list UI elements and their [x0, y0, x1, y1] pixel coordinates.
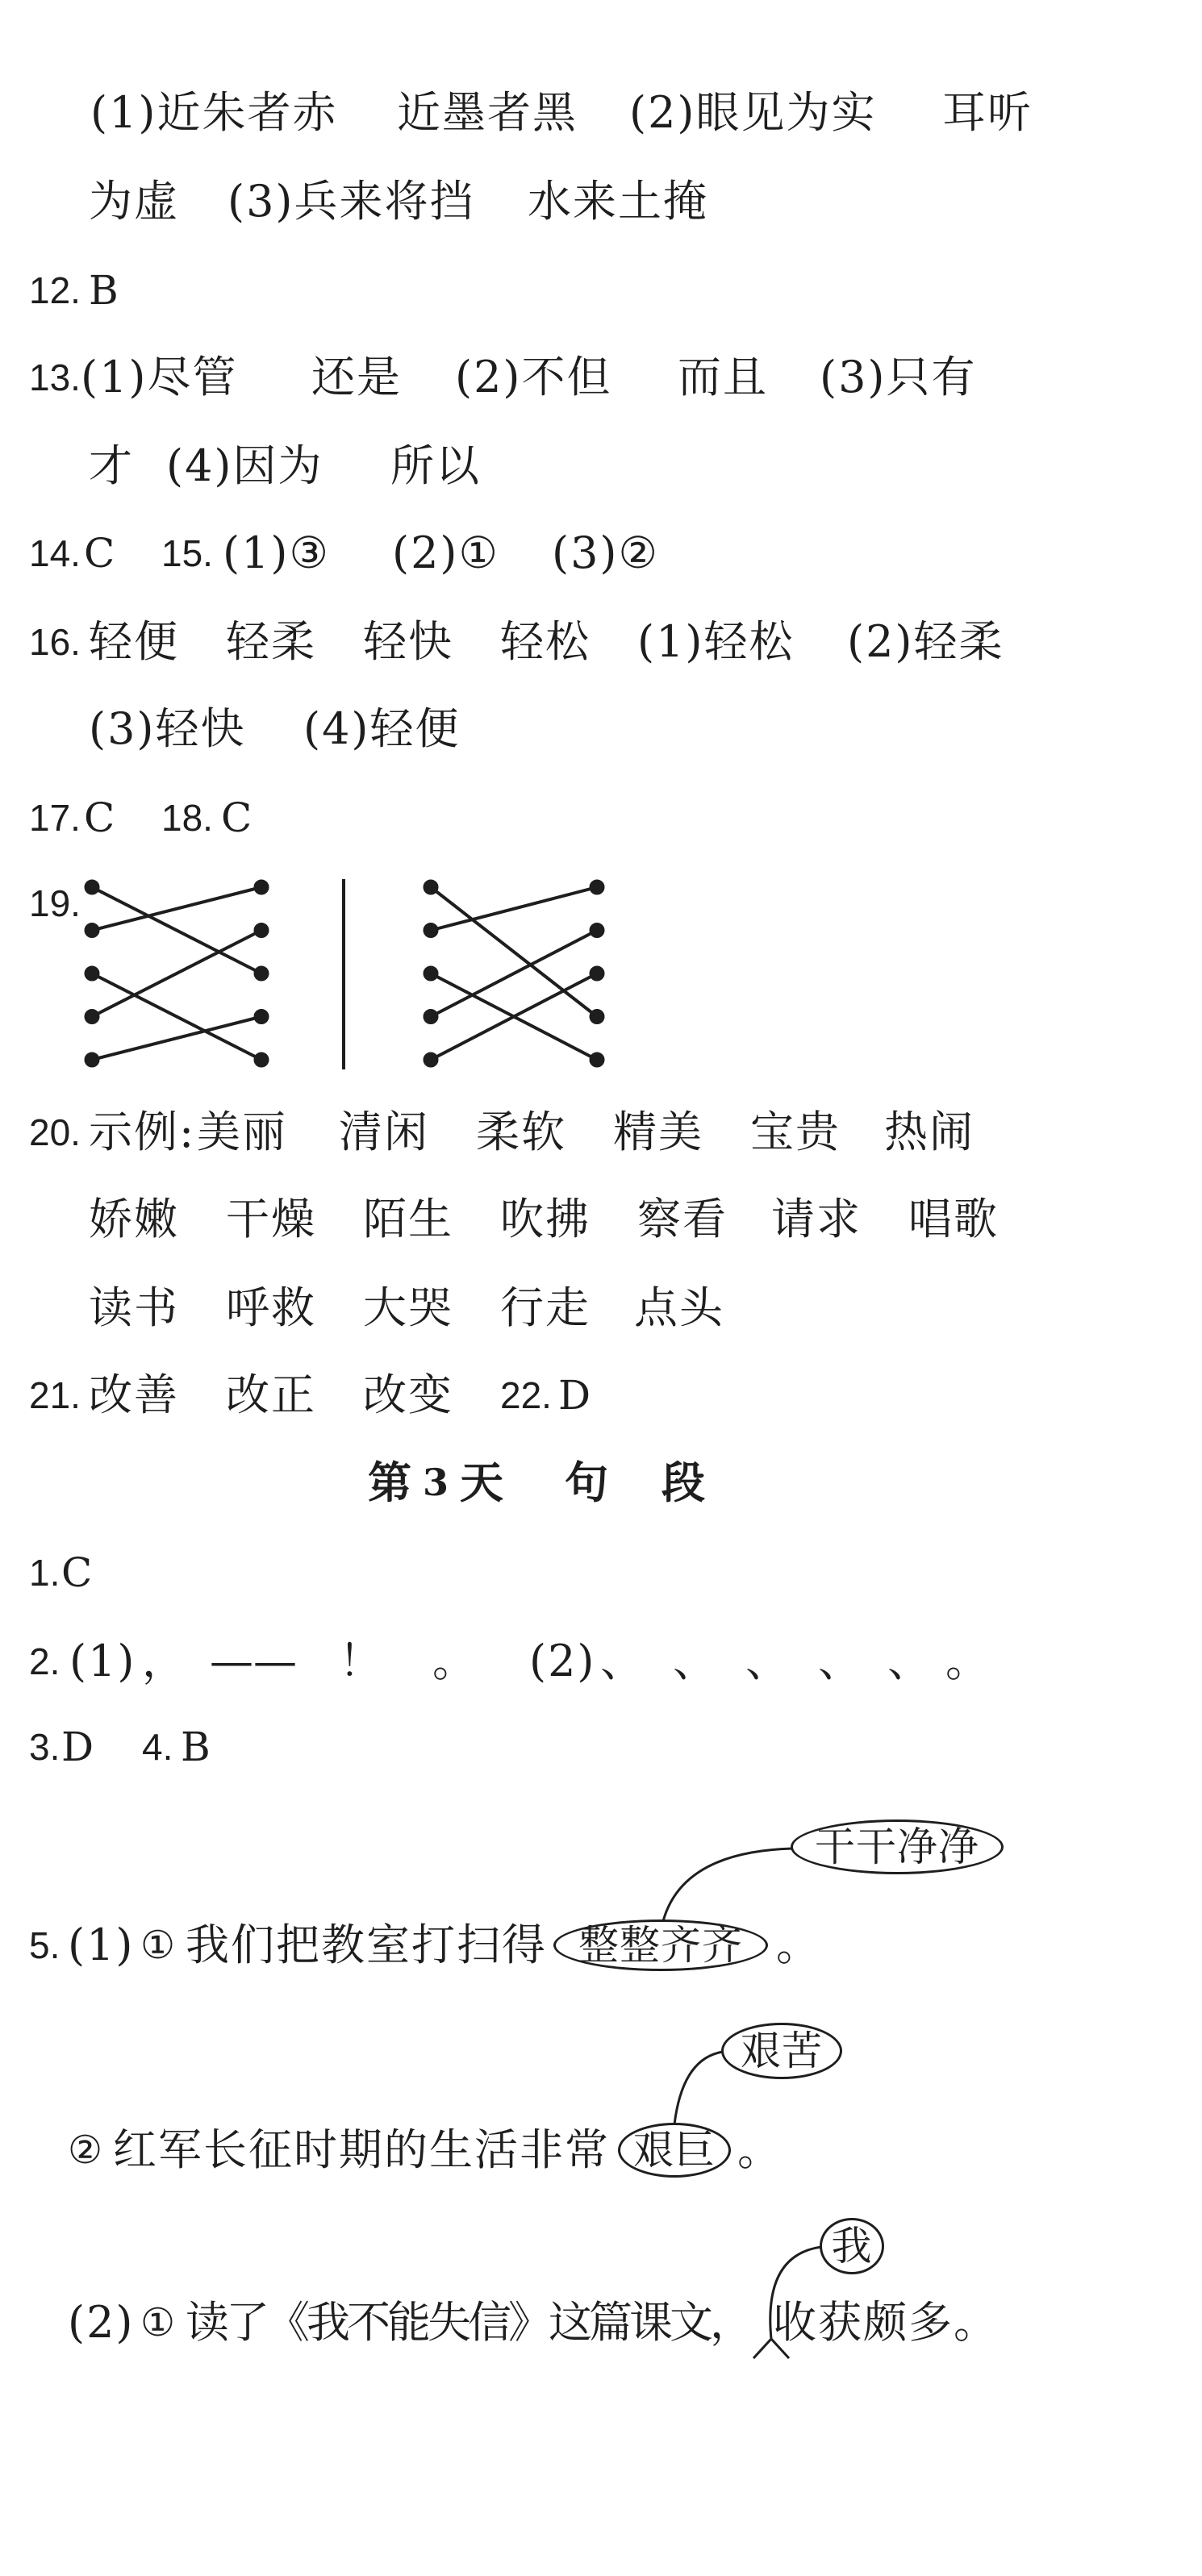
answer-choice: D: [61, 1724, 94, 1770]
answer-word: 宝贵: [750, 1107, 841, 1157]
punctuation-mark: 、: [745, 1636, 791, 1686]
matching-link: [431, 931, 597, 1017]
matching-dot-left: [424, 1010, 438, 1024]
answer-word: (1)轻松: [637, 616, 795, 667]
sentence-text: 红军长征时期的生活非常: [113, 2124, 610, 2175]
punctuation-mark: ——: [210, 1636, 297, 1686]
answer-choice: D: [558, 1372, 591, 1419]
inserted-word: 我: [820, 2218, 884, 2274]
answer-word: 行走: [500, 1282, 591, 1333]
q19-line: [0, 875, 1202, 932]
matching-dot-right: [590, 1052, 604, 1067]
answer-word: 所以: [390, 440, 481, 491]
answer-word: (3)只有: [820, 352, 977, 402]
answer-part: (2)①: [392, 527, 499, 578]
answer-word: 唱歌: [908, 1194, 999, 1244]
answer-word: 大哭: [363, 1282, 453, 1333]
question-number: 2.: [29, 1640, 61, 1682]
answer-word: 清闲: [339, 1107, 429, 1157]
question-number: 1.: [29, 1552, 61, 1594]
question-number: 21.: [29, 1374, 81, 1416]
answer-word: (4)因为: [166, 440, 323, 491]
s1-line: [0, 1544, 1202, 1601]
matching-link: [431, 973, 597, 1060]
answer-choice: C: [221, 794, 253, 841]
matching-dot-left: [85, 966, 99, 981]
punctuation-mark: 、: [600, 1636, 645, 1686]
question-number: 14.: [29, 532, 81, 574]
answer-choice: C: [61, 1549, 93, 1596]
q11-line-2: [0, 173, 1202, 230]
s5-line-2: [0, 2122, 1202, 2178]
answer-choice: C: [84, 794, 115, 841]
answer-word: 吹拂: [500, 1194, 591, 1244]
q16-line-1: [0, 614, 1202, 670]
answer-phrase: 耳听: [942, 87, 1033, 138]
answer-word: (2)不但: [455, 352, 612, 402]
question-number: 17.: [29, 797, 81, 839]
sentence-end: 。: [737, 2124, 783, 2175]
item-marker: ①: [140, 2300, 176, 2345]
answer-word: 请求: [771, 1194, 862, 1244]
matching-dot-right: [590, 966, 604, 981]
matching-dot-right: [590, 1010, 604, 1024]
answer-word: 精美: [613, 1107, 703, 1157]
answer-phrase: (1)近朱者赤: [90, 87, 338, 138]
answer-word: 轻柔: [226, 616, 316, 667]
answer-word: (4)轻便: [303, 703, 461, 754]
answer-part: (1)③: [223, 527, 330, 578]
answer-word: 而且: [678, 352, 768, 402]
question-number: 5.: [29, 1924, 61, 1966]
section-heading: [0, 1454, 1202, 1511]
answer-word: 改善: [89, 1369, 179, 1420]
s5-line-3: [0, 2295, 1202, 2351]
answer-phrase: (2)眼见为实: [629, 87, 877, 138]
answer-word: 轻便: [89, 616, 179, 667]
answer-part: (3)②: [552, 527, 659, 578]
question-number: 20.: [29, 1111, 81, 1153]
answer-choice: B: [181, 1724, 211, 1770]
sentence-text: 读了《我不能失信》这篇课文，: [186, 2297, 750, 2348]
q13-line-1: [0, 349, 1202, 406]
question-number: 18.: [161, 797, 213, 839]
question-number: 16.: [29, 621, 81, 663]
answer-word: 娇嫩: [89, 1194, 179, 1244]
part-label: (2): [529, 1636, 596, 1686]
answer-word: 察看: [637, 1194, 728, 1244]
punctuation-mark: 。: [432, 1636, 478, 1686]
matching-dot-right: [254, 966, 269, 981]
heading-topic: 段: [662, 1457, 707, 1508]
answer-word: 轻快: [363, 616, 453, 667]
sentence-end: 。: [776, 1919, 821, 1970]
answer-word: 陌生: [363, 1194, 453, 1244]
circled-word: 艰巨: [618, 2123, 731, 2178]
correction-word: 艰苦: [721, 2023, 842, 2079]
answer-word: 还是: [311, 352, 402, 402]
matching-dot-right: [254, 1052, 269, 1067]
heading-topic: 句: [565, 1457, 610, 1508]
matching-dot-left: [424, 1052, 438, 1067]
answer-phrase: 水来土掩: [528, 176, 708, 227]
heading-prefix: 第: [368, 1457, 413, 1508]
q20-line-1: [0, 1104, 1202, 1161]
matching-link: [92, 1017, 261, 1061]
q14-q15-line: [0, 525, 1202, 581]
heading-day-number: 3: [423, 1461, 451, 1504]
punctuation-mark: 、: [887, 1636, 933, 1686]
q11-line-1: [0, 85, 1202, 141]
correction-connector: [663, 1849, 792, 1921]
answer-word: 柔软: [476, 1107, 566, 1157]
matching-link: [92, 931, 261, 1017]
punctuation-mark: 、: [818, 1636, 863, 1686]
correction-connector: [674, 2052, 723, 2124]
matching-dot-left: [85, 1052, 99, 1067]
answer-choice: B: [89, 267, 119, 314]
punctuation-mark: ！: [339, 1636, 384, 1686]
answer-word: 热闹: [884, 1107, 975, 1157]
question-number: 15.: [161, 532, 213, 574]
question-number: 22.: [500, 1374, 552, 1416]
part-label: (1): [68, 1919, 135, 1970]
question-number: 12.: [29, 269, 81, 311]
sentence-text: 收获颇多。: [773, 2297, 999, 2348]
answer-phrase: 近墨者黑: [397, 87, 578, 138]
matching-link: [92, 973, 261, 1060]
example-prefix: 示例:: [89, 1107, 196, 1157]
question-number: 4.: [142, 1726, 173, 1768]
answer-word: 点头: [634, 1282, 724, 1333]
sentence-text: 我们把教室打扫得: [186, 1919, 547, 1970]
item-marker: ②: [68, 2128, 103, 2173]
s3-s4-line: [0, 1719, 1202, 1775]
matching-dot-right: [254, 1010, 269, 1024]
question-number: 13.: [29, 356, 81, 398]
punctuation-mark: ，: [142, 1636, 187, 1686]
answer-word: (2)轻柔: [847, 616, 1004, 667]
answer-word: 干燥: [226, 1194, 316, 1244]
answer-word: 改变: [363, 1369, 453, 1420]
heading-suffix: 天: [460, 1457, 505, 1508]
q17-q18-line: [0, 790, 1202, 846]
correction-word: 干干净净: [791, 1819, 1004, 1874]
q20-line-2: [0, 1191, 1202, 1248]
answer-word: (1)尽管: [81, 352, 238, 402]
q20-line-3: [0, 1280, 1202, 1336]
answer-choice: C: [84, 530, 115, 577]
punctuation-mark: 、: [673, 1636, 718, 1686]
answer-phrase: 为虚: [89, 176, 179, 227]
answer-word: 才: [89, 440, 134, 491]
item-marker: ①: [140, 1923, 176, 1968]
question-number: 3.: [29, 1726, 61, 1768]
q21-q22-line: [0, 1367, 1202, 1423]
part-label: (2): [68, 2297, 135, 2348]
answer-phrase: (3)兵来将挡: [227, 176, 475, 227]
circled-word: 整整齐齐: [553, 1919, 768, 1971]
punctuation-mark: 。: [945, 1636, 991, 1686]
part-label: (1): [69, 1636, 136, 1686]
answer-word: (3)轻快: [89, 703, 246, 754]
q16-line-2: [0, 701, 1202, 757]
q12-line: [0, 262, 1202, 319]
question-number: 19.: [29, 882, 81, 924]
s2-line: [0, 1633, 1202, 1690]
matching-dot-left: [424, 966, 438, 981]
answer-word: 轻松: [500, 616, 591, 667]
matching-dot-left: [85, 1010, 99, 1024]
answer-word: 改正: [226, 1369, 316, 1420]
answer-word: 美丽: [197, 1107, 287, 1157]
answer-word: 读书: [89, 1282, 179, 1333]
matching-link: [431, 973, 597, 1060]
answer-word: 呼救: [226, 1282, 316, 1333]
q13-line-2: [0, 438, 1202, 494]
